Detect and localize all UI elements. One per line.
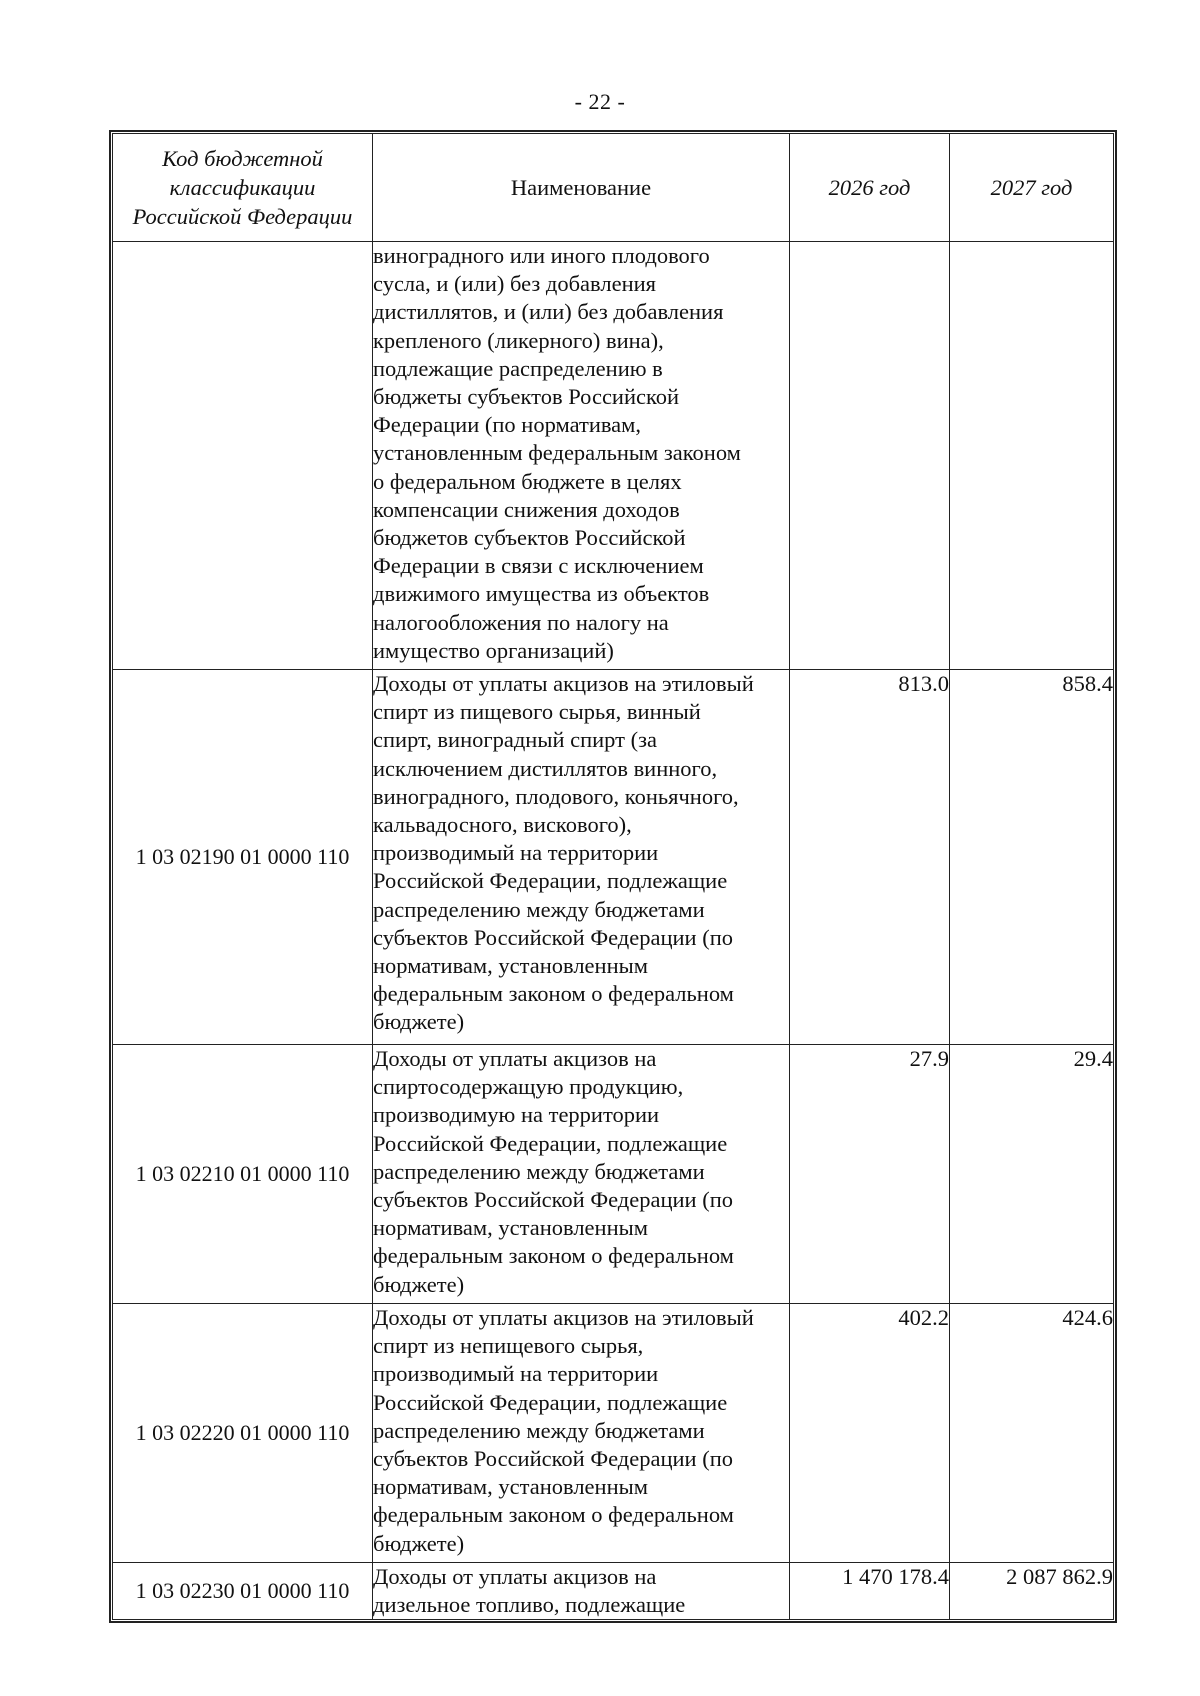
item-name-line: нормативам, установленным <box>373 953 648 979</box>
item-name-line: распределению между бюджетами <box>373 1158 705 1184</box>
item-name-line: компенсации снижения доходов <box>373 496 680 522</box>
item-name-line: субъектов Российской Федерации (по <box>373 1446 733 1472</box>
item-name-line: спирт, виноградный спирт (за <box>373 727 657 753</box>
table-row <box>113 670 1114 1045</box>
header-name: Наименование <box>373 134 790 242</box>
budget-table <box>112 133 1114 1620</box>
item-name-cell <box>373 242 790 670</box>
item-name-cell <box>373 1045 790 1304</box>
value-2026-cell: 813.0 <box>790 670 950 1045</box>
item-name-line: Федерации в связи с исключением <box>373 553 704 579</box>
item-name-line: федеральным законом о федеральном <box>373 1243 734 1269</box>
item-name-line: федеральным законом о федеральном <box>373 981 734 1007</box>
item-name-line: Российской Федерации, подлежащие <box>373 868 728 894</box>
page-number: - 22 - <box>574 89 626 114</box>
item-name-line: дистиллятов, и (или) без добавления <box>373 299 724 325</box>
table-row <box>113 1045 1114 1304</box>
item-name-line: установленным федеральным законом <box>373 440 741 466</box>
value-2027-cell: 858.4 <box>950 670 1114 1045</box>
item-name-cell <box>373 670 790 1045</box>
item-name-line: дизельное топливо, подлежащие <box>373 1592 686 1618</box>
header-year-2027-label: 2027 год <box>990 175 1073 200</box>
header-code-line: Российской Федерации <box>132 204 353 229</box>
budget-code-cell <box>113 242 373 670</box>
item-name-line: кальвадосного, вискового), <box>373 812 632 838</box>
value-2027-cell: 29.4 <box>950 1045 1114 1304</box>
item-name-line: подлежащие распределению в <box>373 355 663 381</box>
item-name-line: бюджете) <box>373 1530 465 1556</box>
value-2026-cell: 27.9 <box>790 1045 950 1304</box>
item-name-cell <box>373 1304 790 1563</box>
table-header-row <box>113 134 1114 242</box>
item-name-line: спирт из непищевого сырья, <box>373 1333 644 1359</box>
item-name-line: бюджеты субъектов Российской <box>373 384 680 410</box>
item-name-line: производимую на территории <box>373 1102 660 1128</box>
value-2027-cell: 424.6 <box>950 1304 1114 1563</box>
item-name-line: Российской Федерации, подлежащие <box>373 1389 728 1415</box>
item-name-line: спирт из пищевого сырья, винный <box>373 699 701 725</box>
item-name-line: спиртосодержащую продукцию, <box>373 1074 684 1100</box>
item-name-cell <box>373 1563 790 1620</box>
header-year-2026-label: 2026 год <box>828 175 911 200</box>
item-name-line: о федеральном бюджете в целях <box>373 468 682 494</box>
item-name-line: Доходы от уплаты акцизов на <box>373 1046 657 1071</box>
item-name-line: производимый на территории <box>373 1361 659 1387</box>
table-row <box>113 1563 1114 1620</box>
value-2026-cell <box>790 242 950 670</box>
header-year-2027 <box>950 134 1114 242</box>
budget-code-cell: 1 03 02190 01 0000 110 <box>113 670 373 1045</box>
item-name-line: крепленого (ликерного) вина), <box>373 327 664 353</box>
header-code-line: Код бюджетной <box>162 146 323 171</box>
item-name-line: сусла, и (или) без добавления <box>373 271 657 297</box>
item-name-line: виноградного, плодового, коньячного, <box>373 783 739 809</box>
item-name-line: виноградного или иного плодового <box>373 243 710 268</box>
item-name-line: субъектов Российской Федерации (по <box>373 924 733 950</box>
item-name-line: Доходы от уплаты акцизов на <box>373 1564 657 1589</box>
item-name-line: налогообложения по налогу на <box>373 609 669 635</box>
value-2026-cell: 402.2 <box>790 1304 950 1563</box>
item-name-line: распределению между бюджетами <box>373 1417 705 1443</box>
item-name-line: Доходы от уплаты акцизов на этиловый <box>373 1305 754 1330</box>
value-2027-cell: 2 087 862.9 <box>950 1563 1114 1620</box>
item-name-line: движимого имущества из объектов <box>373 581 710 607</box>
item-name-line: федеральным законом о федеральном <box>373 1502 734 1528</box>
value-2026-cell: 1 470 178.4 <box>790 1563 950 1620</box>
item-name-line: имущество организаций) <box>373 637 614 663</box>
item-name-line: Российской Федерации, подлежащие <box>373 1130 728 1156</box>
header-code-line: классификации <box>169 175 316 200</box>
value-2027-cell <box>950 242 1114 670</box>
budget-code-cell: 1 03 02230 01 0000 110 <box>113 1563 373 1620</box>
item-name-line: нормативам, установленным <box>373 1474 648 1500</box>
table-row <box>113 1304 1114 1563</box>
item-name-line: распределению между бюджетами <box>373 896 705 922</box>
item-name-line: бюджете) <box>373 1009 465 1035</box>
table-row <box>113 242 1114 670</box>
item-name-line: Доходы от уплаты акцизов на этиловый <box>373 671 754 696</box>
item-name-line: исключением дистиллятов винного, <box>373 755 718 781</box>
header-year-2026 <box>790 134 950 242</box>
item-name-line: производимый на территории <box>373 840 659 866</box>
item-name-line: нормативам, установленным <box>373 1215 648 1241</box>
header-code <box>113 134 373 242</box>
item-name-line: бюджетов субъектов Российской <box>373 525 686 551</box>
item-name-line: бюджете) <box>373 1271 465 1297</box>
item-name-line: Федерации (по нормативам, <box>373 412 642 438</box>
item-name-line: субъектов Российской Федерации (по <box>373 1187 733 1213</box>
budget-code-cell: 1 03 02210 01 0000 110 <box>113 1045 373 1304</box>
budget-code-cell: 1 03 02220 01 0000 110 <box>113 1304 373 1563</box>
